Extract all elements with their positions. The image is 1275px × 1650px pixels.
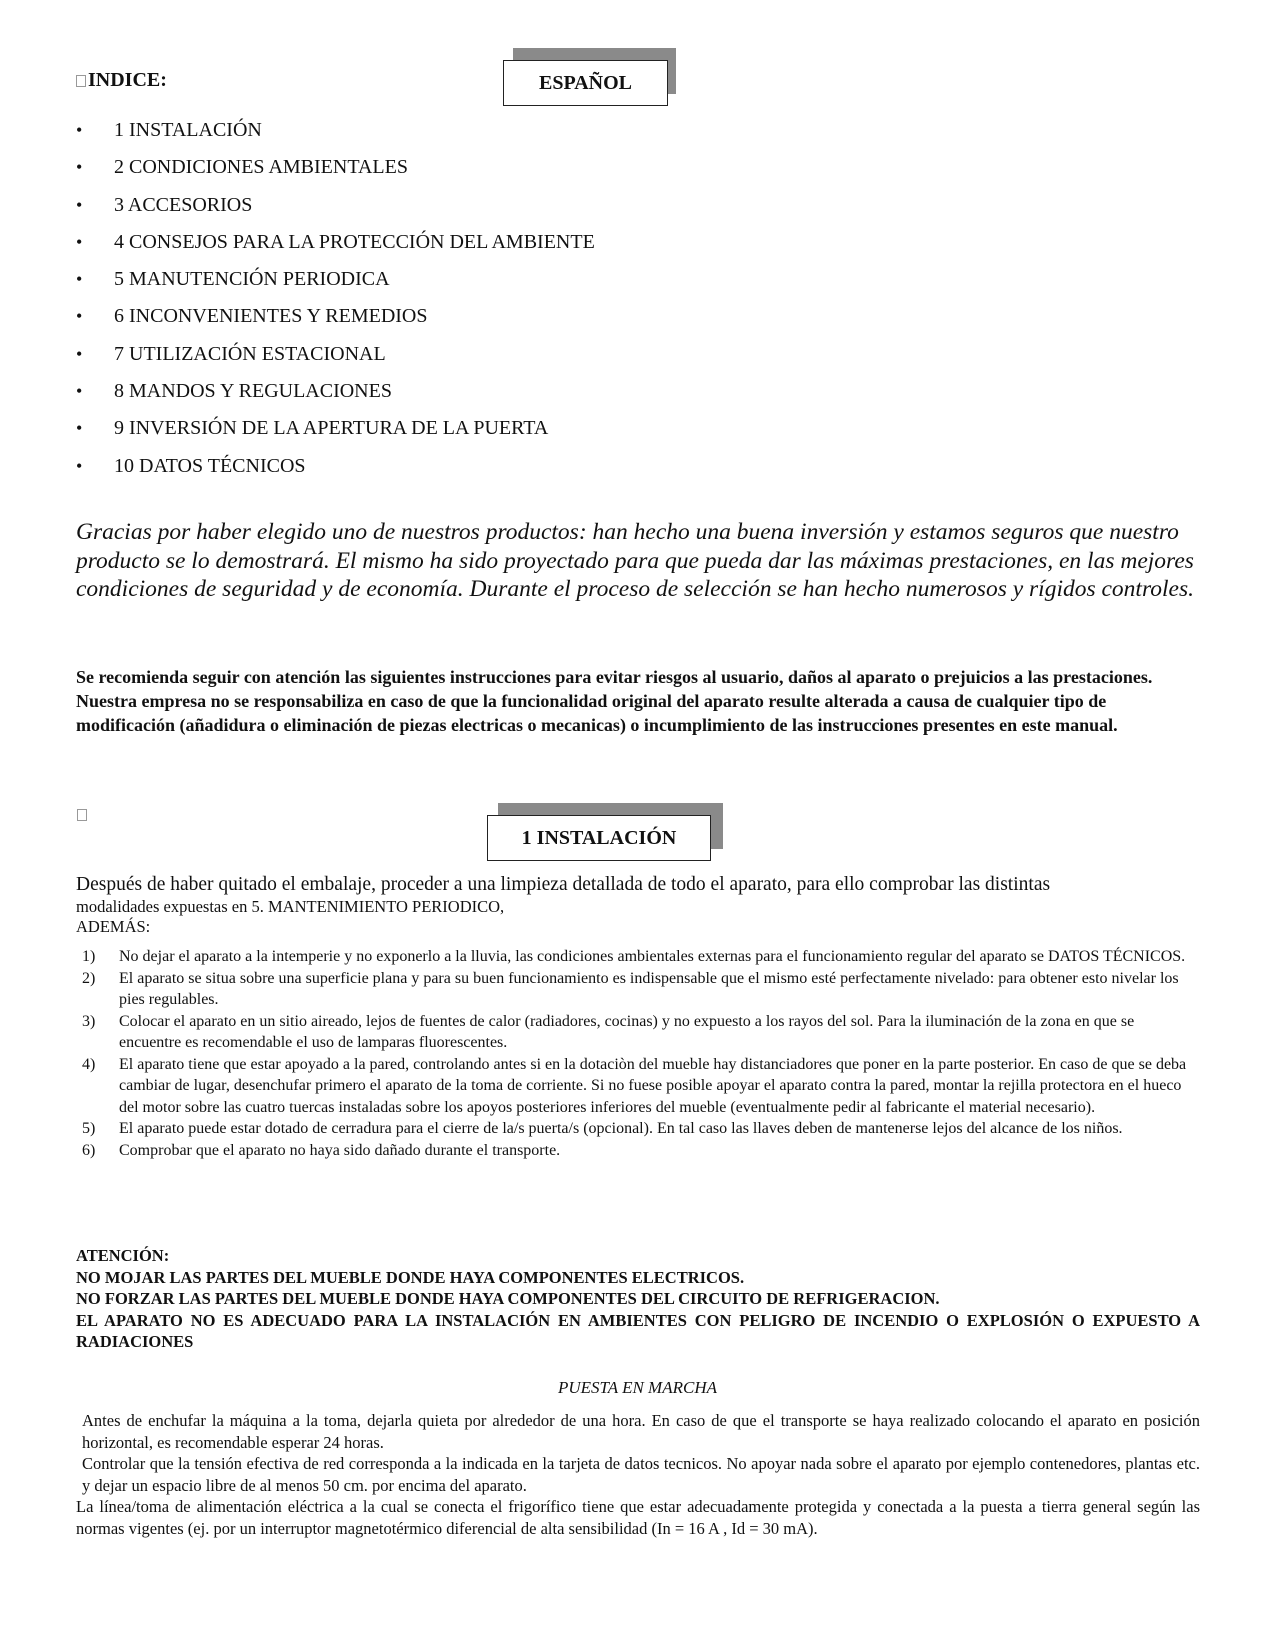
table-of-contents (76, 112, 595, 485)
toc-item: • 7 UTILIZACIÓN ESTACIONAL (76, 342, 386, 365)
installation-steps (76, 946, 1200, 1161)
attention-line: NO FORZAR LAS PARTES DEL MUEBLE DONDE HAYA COMPONENTES DEL CIRCUITO DE REFRIGERACION. (76, 1289, 940, 1308)
intro-paragraph: Gracias por haber elegido uno de nuestros productos: han hecho una buena inversión y estamos seguros que nuestro producto se lo demostrará. El mismo ha sido proyectado para que pueda dar las máximas prestaciones, en las mejores condiciones de seguridad y de economía. Durante el proceso de selección se han hecho numerosos y rígidos controles. (76, 519, 1194, 602)
section-intro-line: modalidades expuestas en 5. MANTENIMIENTO PERIODICO, (76, 897, 505, 916)
toc-item: • 2 CONDICIONES AMBIENTALES (76, 156, 408, 179)
safety-notice-line: Se recomienda seguir con atención las siguientes instrucciones para evitar riesgos al usuario, daños al aparato o prejuicios a las prestaciones. (76, 667, 1153, 687)
toc-item: • 6 INCONVENIENTES Y REMEDIOS (76, 305, 428, 328)
list-item: 6) Comprobar que el aparato no haya sido dañado durante el transporte. (82, 1141, 561, 1159)
toc-item: • 4 CONSEJOS PARA LA PROTECCIÓN DEL AMBIENTE (76, 230, 595, 253)
toc-item: • 9 INVERSIÓN DE LA APERTURA DE LA PUERTA (76, 417, 549, 440)
index-heading: INDICE: (76, 68, 167, 92)
puesta-paragraph: La línea/toma de alimentación eléctrica a la cual se conecta el frigorífico tiene que estar adecuadamente protegida y conectada a la puesta a tierra general según las normas vigentes (ej. por un interruptor magnetotérmico diferencial de alta sensibilidad (In = 16 A , Id = 30 mA). (76, 1497, 1200, 1538)
attention-line: NO MOJAR LAS PARTES DEL MUEBLE DONDE HAYA COMPONENTES ELECTRICOS. (76, 1267, 745, 1287)
puesta-paragraph: Antes de enchufar la máquina a la toma, dejarla quieta por alrededor de una hora. En caso de que el transporte se haya realizado colocando el aparato en posición horizontal, es recomendable esperar 24 horas. (82, 1411, 1200, 1452)
placeholder-square-icon (77, 809, 87, 821)
list-item: 3) Colocar el aparato en un sitio aireado, lejos de fuentes de calor (radiadores, cocinas) y no expuesto a los rayos del sol. Para la iluminación de la zona en que se encuentre es recomendable el uso de lamparas fluorescentes. (82, 1012, 1135, 1051)
toc-item: • 5 MANUTENCIÓN PERIODICA (76, 268, 390, 291)
subsection-title: PUESTA EN MARCHA (558, 1378, 717, 1397)
section-title-box (487, 815, 711, 861)
attention-block (76, 1245, 1200, 1353)
toc-item: • 8 MANDOS Y REGULACIONES (76, 380, 392, 403)
placeholder-square-icon (76, 75, 86, 87)
list-item: 1) No dejar el aparato a la intemperie y no exponerlo a la lluvia, las condiciones ambientales externas para el funcionamiento regular del aparato se DATOS TÉCNICOS. (82, 948, 1186, 965)
list-item: 2) El aparato se situa sobre una superficie plana y para su buen funcionamiento es indispensable que el mismo esté perfectamente nivelado: para obtener esto nivelar los pies regulables. (82, 969, 1179, 1008)
attention-label: ATENCIÓN: (76, 1246, 170, 1265)
toc-item: • 3 ACCESORIOS (76, 193, 253, 216)
list-item: 5) El aparato puede estar dotado de cerradura para el cierre de la/s puerta/s (opcional). En tal caso las llaves deben de mantenerse lejos del alcance de los niños. (82, 1120, 1123, 1137)
language-box: ESPAÑOL (503, 60, 668, 106)
toc-item: • 10 DATOS TÉCNICOS (76, 454, 306, 477)
puesta-paragraph: Controlar que la tensión efectiva de red corresponda a la indicada en la tarjeta de datos tecnicos. No apoyar nada sobre el aparato por ejemplo contenedores, plantas etc. y dejar un espacio libre de al menos 50 cm. por encima del aparato. (82, 1454, 1200, 1495)
list-item: 4) El aparato tiene que estar apoyado a la pared, controlando antes si en la dotaciòn del mueble hay distanciadores que poner en la parte posterior. En caso de que se deba cambiar de lugar, desenchufar primero el aparato de la toma de corriente. Si no fuese posible apoyar el aparato contra la pared, montar la rejilla protectora en el hueco del motor sobre las cuatro tuercas instaladas sobre los apoyos posteriores inferiores del mueble (eventualmente pedir al fabricante el material necesario). (82, 1055, 1187, 1116)
toc-item: • 1 INSTALACIÓN (76, 119, 262, 141)
attention-line: EL APARATO NO ES ADECUADO PARA LA INSTALACIÓN EN AMBIENTES CON PELIGRO DE INCENDIO O EXPLOSIÓN O EXPUESTO A RADIACIONES (76, 1310, 1200, 1351)
section-intro-line: ADEMÁS: (76, 917, 151, 936)
responsibility-notice-line: Nuestra empresa no se responsabiliza en caso de que la funcionalidad original del aparato resulte alterada a causa de cualquier tipo de modificación (añadidura o eliminación de piezas electricas o mecanicas) o incumplimiento de las instrucciones presentes en este manual. (76, 691, 1118, 735)
section-intro-line: Después de haber quitado el embalaje, proceder a una limpieza detallada de todo el aparato, para ello comprobar las distintas (76, 874, 1051, 895)
section-title: 1 INSTALACIÓN (521, 826, 677, 849)
safety-notice (76, 665, 1201, 737)
